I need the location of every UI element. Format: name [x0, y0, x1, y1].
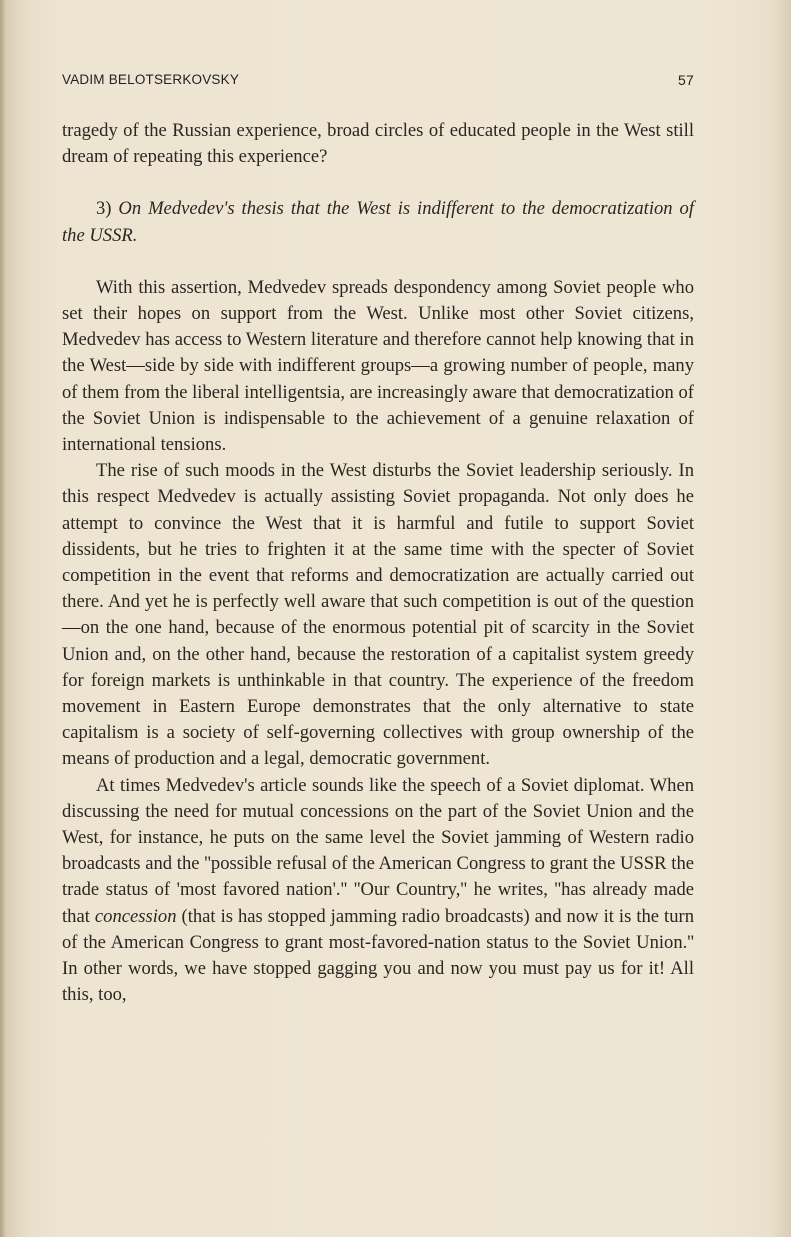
section-heading-number: 3) — [96, 198, 119, 220]
paragraph — [62, 773, 694, 1009]
paragraph-text: (that is has stopped jamming radio broadcasts) and now it is the turn of the American Congress to grant most-favored-nation status to the Soviet Union.'' In other words, we have stopped gagging you and now you must pay us for it! All this, too, — [62, 905, 695, 1006]
paragraph-italic-text: concession — [94, 905, 177, 927]
paragraph: The rise of such moods in the West disturbs the Soviet leadership seriously. In this respect Medvedev is actually assisting Soviet propaganda. Not only does he attempt to convince the West that it is harmful and futile to support Soviet dissidents, but he tries to frighten it at the same time with the specter of Soviet competition in the event that reforms and democratization are actually carried out there. And yet he is perfectly well aware that such competition is out of the question—on the one hand, because of the enormous potential pit of scarcity in the Soviet Union and, on the other hand, because the restoration of a capitalist system greedy for foreign markets is unthinkable in that country. The experience of the freedom movement in Eastern Europe demonstrates that the only alternative to state capitalism is a society of self-governing collectives with group ownership of the means of production and a legal, democratic government. — [62, 460, 694, 770]
paragraph-continuation: tragedy of the Russian experience, broad circles of educated people in the West still dream of repeating this experience? — [62, 120, 694, 168]
page-number: 57 — [678, 72, 694, 88]
running-head-author: VADIM BELOTSERKOVSKY — [62, 72, 240, 87]
running-head — [62, 72, 694, 94]
section-heading-title: On Medvedev's thesis that the West is indifferent to the democratization of the USSR. — [62, 198, 694, 246]
section-heading — [62, 196, 694, 248]
paragraph: With this assertion, Medvedev spreads despondency among Soviet people who set their hopes on support from the West. Unlike most other Soviet citizens, Medvedev has access to Western literature and therefore cannot help knowing that in the West—side by side with indifferent groups—a growing number of people, many of them from the liberal intelligentsia, are increasingly aware that democratization of the Soviet Union is indispensable to the achievement of a genuine relaxation of international tensions. — [62, 276, 694, 456]
body-text — [62, 118, 694, 1009]
paragraph-text: At times Medvedev's article sounds like the speech of a Soviet diplomat. When discussing the need for mutual concessions on the part of the Soviet Union and the West, for instance, he puts on the same level the Soviet jamming of Western radio broadcasts and the ''possible refusal of the American Congress to grant the USSR the trade status of 'most favored nation'.'' ''Our Country,'' he writes, ''has already made that — [62, 774, 694, 927]
